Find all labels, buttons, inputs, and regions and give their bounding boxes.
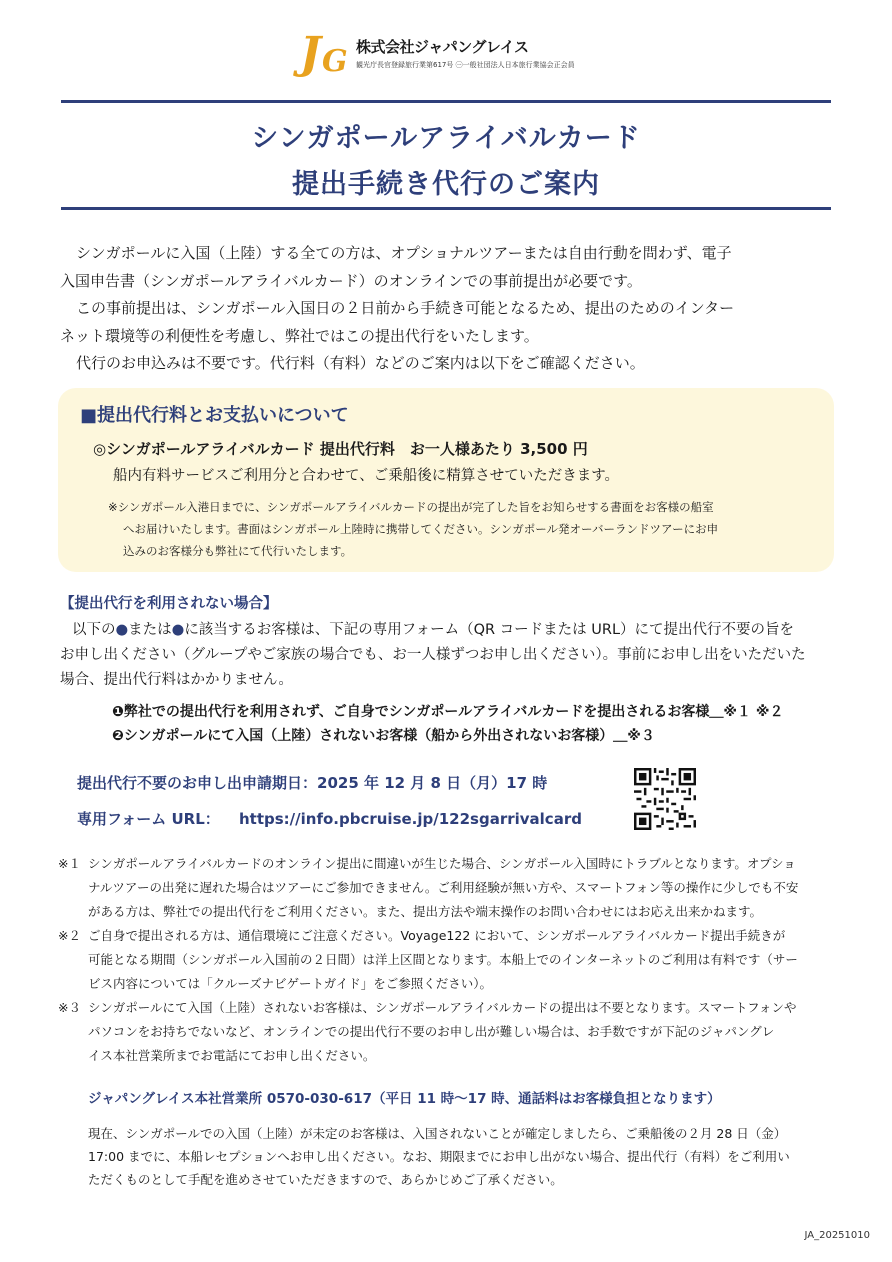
intro-line: ネット環境等の利便性を考慮し、弊社ではこの提出代行をいたします。: [60, 326, 539, 345]
page-title-line2: 提出手続き代行のご案内: [292, 169, 600, 200]
footnote-line: ナルツアーの出発に遅れた場合はツアーにご参加できません。ご利用経験が無い方や、スマートフォン等の操作に少しでも不安: [88, 880, 799, 895]
closing-line: 現在、シンガポールでの入国（上陸）が未定のお客様は、入国されないことが確定しましたら、ご乗船後の２月 28 日（金）: [88, 1126, 787, 1141]
footnote-line: シンガポールにて入国（上陸）されないお客様は、シンガポールアライバルカードの提出は不要となります。スマートフォンや: [88, 1000, 797, 1015]
intro-text: [60, 240, 836, 378]
license-text: 観光庁長官登録旅行業第617号 ㊀一般社団法人日本旅行業協会正会員: [356, 61, 575, 69]
no-agent-line: 場合、提出代行料はかかりません。: [60, 672, 293, 688]
deadline-text: 提出代行不要のお申し出申請期日：2025 年 12 月 8 日（月）17 時: [77, 774, 548, 792]
logo-mark: J G: [300, 28, 348, 79]
fee-note-line: ※シンガポール入港日までに、シンガポールアライバルカードの提出が完了した旨をお知らせする書面をお客様の船室: [108, 500, 714, 514]
office-contact: ジャパングレイス本社営業所 0570-030-617（平日 11 時〜17 時、通話料はお客様負担となります）: [88, 1091, 721, 1107]
closing-line: ただくものとして手配を進めさせていただきますので、あらかじめご了承ください。: [88, 1172, 563, 1187]
intro-line: 入国申告書（シンガポールアライバルカード）のオンラインでの事前提出が必要です。: [60, 271, 642, 290]
fee-note-line: 込みのお客様分も弊社にて代行いたします。: [123, 544, 353, 558]
form-url-line: [77, 808, 582, 829]
fee-note: [108, 496, 718, 562]
footnote-line: がある方は、弊社での提出代行をご利用ください。また、提出方法や端末操作のお問い合わせにはお応え出来かねます。: [88, 904, 763, 919]
footnote-line: シンガポールアライバルカードのオンライン提出に間違いが生じた場合、シンガポール入国時にトラブルとなります。オプショ: [88, 856, 796, 871]
footnote-line: ビス内容については「クルーズナビゲートガイド」をご参照ください）。: [88, 976, 493, 991]
footnote: [58, 924, 798, 996]
intro-line: 代行のお申込みは不要です。代行料（有料）などのご案内は以下をご確認ください。: [76, 354, 645, 372]
no-agent-heading: 【提出代行を利用されない場合】: [60, 596, 278, 612]
title-rule-bottom: [61, 207, 831, 210]
company-logo: [298, 30, 598, 86]
case-list: [112, 700, 784, 748]
form-url-label: 専用フォーム URL：: [77, 810, 220, 828]
no-agent-line: お申し出ください（グループやご家族の場合でも、お一人様ずつお申し出ください）。事前にお申し出をいただいた: [60, 647, 806, 663]
footnote-marker: ※１: [58, 856, 81, 871]
fee-item: ◎シンガポールアライバルカード 提出代行料 お一人様あたり 3,500 円: [93, 440, 588, 458]
fee-section-heading: ■提出代行料とお支払いについて: [80, 405, 349, 426]
no-agent-line: 以下の●または●に該当するお客様は、下記の専用フォーム（QR コードまたは URL）にて提出代行不要の旨を: [72, 622, 795, 638]
bullet-icon: ●: [115, 622, 129, 638]
case-item-2: ❷シンガポールにて入国（上陸）されないお客様（船から外出されないお客様）＿※３: [112, 728, 655, 744]
page-title-line1: シンガポールアライバルカード: [251, 123, 641, 154]
intro-line: この事前提出は、シンガポール入国日の２日前から手続き可能となるため、提出のためのインター: [76, 299, 735, 317]
title-rule-top: [61, 100, 831, 103]
case-item-1: ❶弊社での提出代行を利用されず、ご自身でシンガポールアライバルカードを提出されるお客様＿※１ ※２: [112, 704, 784, 720]
footnote-line: 可能となる期間（シンガポール入国前の２日間）は洋上区間となります。本船上でのインターネットのご利用は有料です（サー: [88, 952, 798, 967]
closing-line: 17:00 までに、本船レセプションへお申し出ください。なお、期限までにお申し出がない場合、提出代行（有料）をご利用い: [88, 1149, 790, 1164]
footnote: [58, 852, 798, 924]
qr-code-icon[interactable]: [634, 768, 696, 830]
document-id: JA_20251010: [804, 1230, 870, 1241]
closing-text: [88, 1122, 790, 1191]
footnote-marker: ※３: [58, 1000, 81, 1015]
footnote-line: パソコンをお持ちでないなど、オンラインでの提出代行不要のお申し出が難しい場合は、お手数ですが下記のジャパングレ: [88, 1024, 775, 1039]
fee-detail: 船内有料サービスご利用分と合わせて、ご乗船後に精算させていただきます。: [113, 468, 620, 484]
footnote-line: イス本社営業所までお電話にてお申し出ください。: [88, 1048, 376, 1063]
form-url-link[interactable]: https://info.pbcruise.jp/122sgarrivalcard: [239, 810, 582, 828]
no-agent-body: [60, 618, 806, 693]
bullet-icon: ●: [171, 622, 185, 638]
company-name: 株式会社ジャパングレイス: [356, 38, 529, 56]
fee-note-line: へお届けいたします。書面はシンガポール上陸時に携帯してください。シンガポール発オーバーランドツアーにお申: [123, 522, 719, 536]
footnote-marker: ※２: [58, 928, 81, 943]
footnote: [58, 996, 798, 1068]
intro-line: シンガポールに入国（上陸）する全ての方は、オプショナルツアーまたは自由行動を問わず、電子: [76, 244, 732, 262]
footnote-line: ご自身で提出される方は、通信環境にご注意ください。Voyage122 において、シンガポールアライバルカード提出手続きが: [88, 928, 786, 943]
footnotes: [58, 852, 798, 1068]
